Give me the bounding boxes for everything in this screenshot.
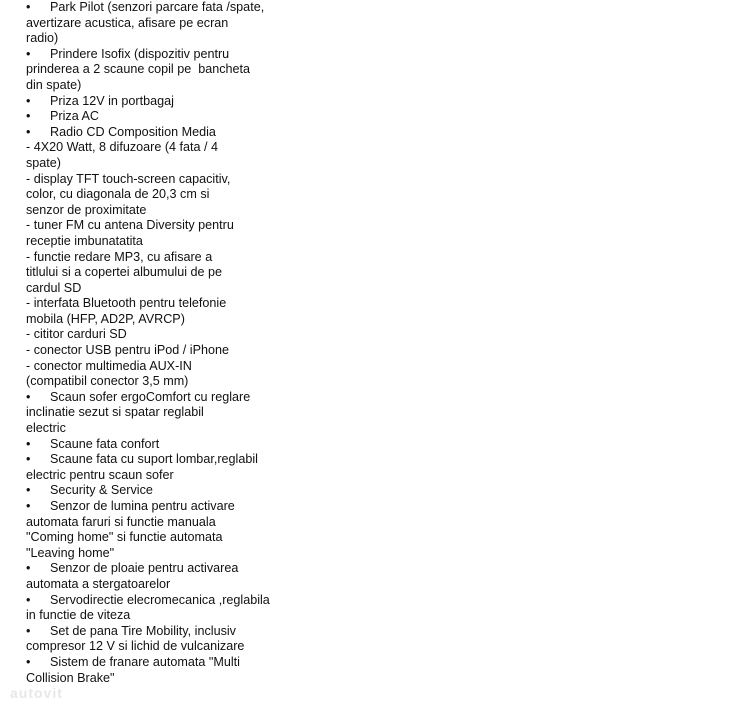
bullet-icon: • [26,452,31,467]
line-text: automata a stergatoarelor [26,576,171,591]
line-text: "Coming home" si functie automata [26,530,223,545]
line-text: Senzor de ploaie pentru activarea [50,561,239,576]
line-text: mobila (HFP, AD2P, AVRCP) [26,311,185,326]
bullet-list-item [26,109,326,125]
line-text: Scaune fata confort [50,436,160,451]
line-text: "Leaving home" [26,545,115,560]
line-text: - 4X20 Watt, 8 difuzoare (4 fata / 4 [26,140,219,155]
text-line [26,343,326,359]
line-text: receptie imbunatatita [26,233,143,248]
line-text: avertizare acustica, afisare pe ecran [26,15,229,30]
text-line [26,327,326,343]
bullet-icon: • [26,561,31,576]
text-line [26,156,326,172]
text-line [26,405,326,421]
bullet-icon: • [26,109,31,124]
text-line [26,421,326,437]
line-text: - display TFT touch-screen capacitiv, [26,171,231,186]
bullet-list-item [26,94,326,110]
line-text: Park Pilot (senzori parcare fata /spate, [50,0,265,14]
bullet-list-item [26,499,326,515]
text-line [26,515,326,531]
line-text: automata faruri si functie manuala [26,514,216,529]
text-line [26,31,326,47]
bullet-list-item [26,0,326,16]
text-line [26,374,326,390]
text-line [26,78,326,94]
line-text: Priza AC [50,109,99,124]
watermark-logo: autovit [10,685,63,701]
bullet-list-item [26,452,326,468]
text-line [26,639,326,655]
text-line [26,546,326,562]
line-text: inclinatie sezut si spatar reglabil [26,405,204,420]
line-text: - conector USB pentru iPod / iPhone [26,343,230,358]
bullet-icon: • [26,93,31,108]
text-line [26,203,326,219]
line-text: Senzor de lumina pentru activare [50,499,235,513]
bullet-icon: • [26,389,31,404]
bullet-list-item [26,624,326,640]
line-text: Security & Service [50,483,153,498]
bullet-list-item [26,655,326,671]
line-text: - tuner FM cu antena Diversity pentru [26,218,234,233]
bullet-list-item [26,47,326,63]
text-line [26,187,326,203]
text-line [26,62,326,78]
bullet-icon: • [26,124,31,139]
bullet-icon: • [26,46,31,61]
line-text: - cititor carduri SD [26,327,127,342]
bullet-icon: • [26,623,31,638]
text-line [26,250,326,266]
line-text: Scaune fata cu suport lombar,reglabil [50,452,258,467]
text-line [26,577,326,593]
line-text: Sistem de franare automata "Multi [50,654,240,669]
line-text: in functie de viteza [26,608,131,623]
text-line [26,608,326,624]
bullet-list-item [26,593,326,609]
bullet-icon: • [26,592,31,607]
text-line [26,296,326,312]
line-text: Prindere Isofix (dispozitiv pentru [50,46,230,61]
line-text: Set de pana Tire Mobility, inclusiv [50,623,236,638]
line-text: electric [26,421,66,436]
text-line [26,265,326,281]
bullet-icon: • [26,654,31,669]
bullet-list-item [26,561,326,577]
bullet-icon: • [26,436,31,451]
line-text: prinderea a 2 scaune copil pe bancheta [26,62,251,77]
text-line [26,172,326,188]
bullet-icon: • [26,483,31,498]
bullet-list-item [26,483,326,499]
line-text: Servodirectie elecromecanica ,reglabila [50,592,270,607]
line-text: cardul SD [26,280,82,295]
text-line [26,359,326,375]
bullet-list-item [26,390,326,406]
line-text: Scaun sofer ergoComfort cu reglare [50,389,251,404]
bullet-icon: • [26,499,31,513]
text-line [26,140,326,156]
line-text: - interfata Bluetooth pentru telefonie [26,296,227,311]
bullet-list-item [26,437,326,453]
line-text: Priza 12V in portbagaj [50,93,174,108]
line-text: electric pentru scaun sofer [26,467,174,482]
line-text: compresor 12 V si lichid de vulcanizare [26,639,245,654]
line-text: - conector multimedia AUX-IN [26,358,192,373]
line-text: radio) [26,31,59,46]
text-line [26,468,326,484]
line-text: color, cu diagonala de 20,3 cm si [26,187,210,202]
line-text: - functie redare MP3, cu afisare a [26,249,213,264]
text-line [26,218,326,234]
line-text: senzor de proximitate [26,202,147,217]
bullet-icon: • [26,0,31,14]
text-line [26,671,326,687]
line-text: (compatibil conector 3,5 mm) [26,374,189,389]
text-line [26,16,326,32]
line-text: Radio CD Composition Media [50,124,216,139]
line-text: spate) [26,155,62,170]
spec-document [26,0,326,686]
text-line [26,234,326,250]
bullet-list-item [26,125,326,141]
line-text: Collision Brake" [26,670,115,685]
text-line [26,281,326,297]
text-line [26,530,326,546]
line-text: din spate) [26,77,82,92]
line-text: titlului si a copertei albumului de pe [26,265,223,280]
text-line [26,312,326,328]
